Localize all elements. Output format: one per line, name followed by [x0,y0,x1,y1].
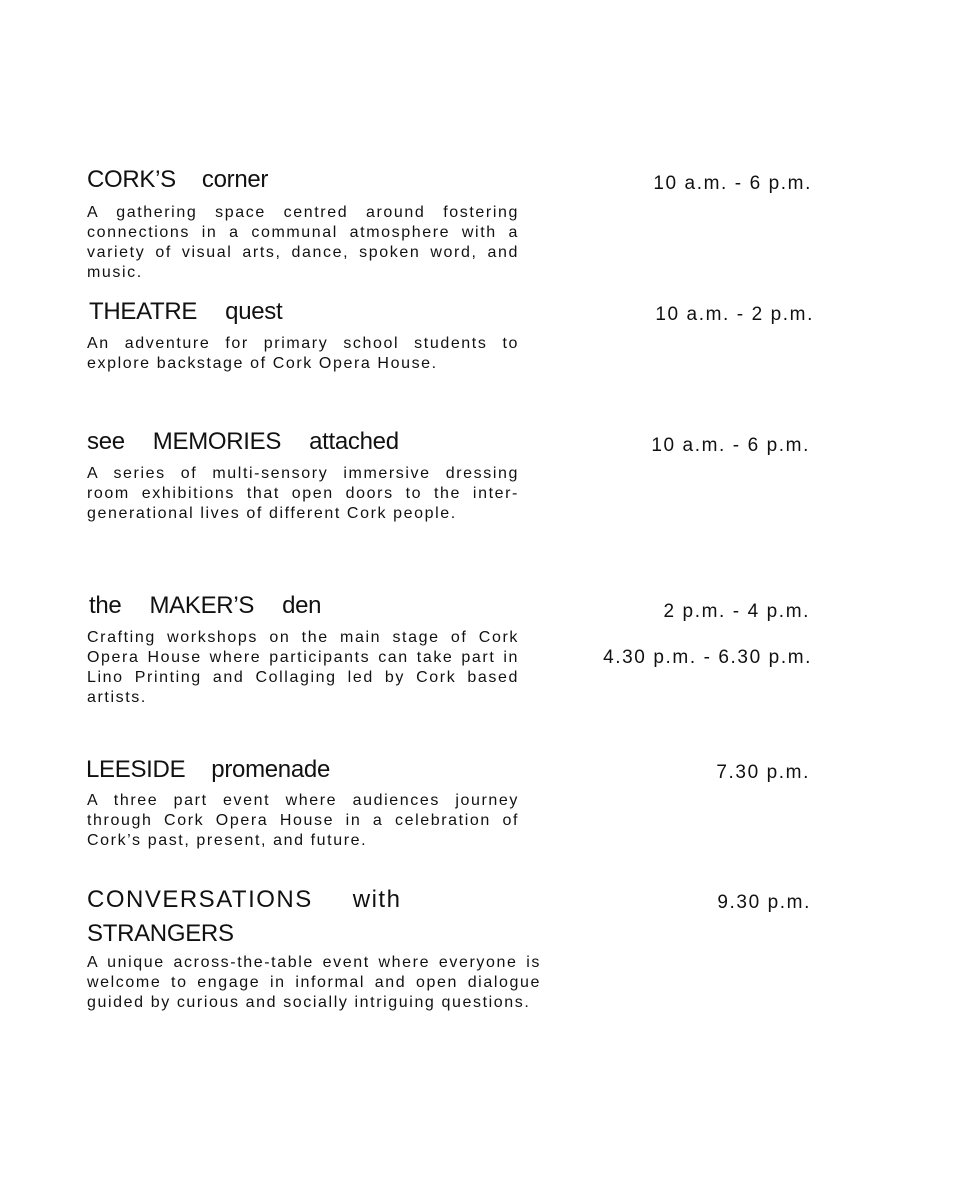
event-title [89,298,282,326]
event-title [87,428,399,456]
event-title [86,756,330,784]
event-title-part: CONVERSATIONS [87,886,313,913]
event-title-part: MEMORIES [152,428,282,455]
event-title [87,886,401,914]
event-title-part: MAKER’S [149,592,255,619]
event-title-part: corner [201,166,269,193]
event-title-part: promenade [211,756,330,783]
event-title-part: attached [309,428,399,455]
event-time: 10 a.m. - 6 p.m. [651,435,810,456]
event-title-part: CORK’S [87,166,176,193]
event-title-part: LEESIDE [86,756,186,783]
event-title [87,166,268,194]
event-description: A three part event where audiences journey through Cork Opera House in a celebration of Cork’s past, present, and future. [87,792,519,849]
event-title-part: with [352,886,402,913]
event-time: 7.30 p.m. [716,762,810,783]
event-title-part: THEATRE [89,298,198,325]
event-time: 4.30 p.m. - 6.30 p.m. [603,647,812,668]
event-description: A series of multi-sensory immersive dressing room exhibitions that open doors to the inter-generational lives of different Cork people. [87,465,519,522]
event-description: A unique across-the-table event where everyone is welcome to engage in informal and open dialogue guided by curious and socially intriguing questions. [87,954,541,1011]
event-title-part: den [282,592,322,619]
event-time: 9.30 p.m. [717,892,811,913]
event-description: Crafting workshops on the main stage of Cork Opera House where participants can take part in Lino Printing and Collaging led by Cork based artists. [87,629,519,706]
event-description: An adventure for primary school students to explore backstage of Cork Opera House. [87,335,519,372]
event-title-part: the [89,592,122,619]
event-time: 10 a.m. - 2 p.m. [655,304,814,325]
event-title-part: see [87,428,125,455]
event-title-line-2 [87,920,234,948]
event-time: 2 p.m. - 4 p.m. [663,601,810,622]
event-title-part: quest [225,298,283,325]
event-description: A gathering space centred around fostering connections in a communal atmosphere with a variety of visual arts, dance, spoken word, and music. [87,204,519,281]
event-time: 10 a.m. - 6 p.m. [653,173,812,194]
event-title-part: STRANGERS [87,920,234,947]
event-title [89,592,321,620]
